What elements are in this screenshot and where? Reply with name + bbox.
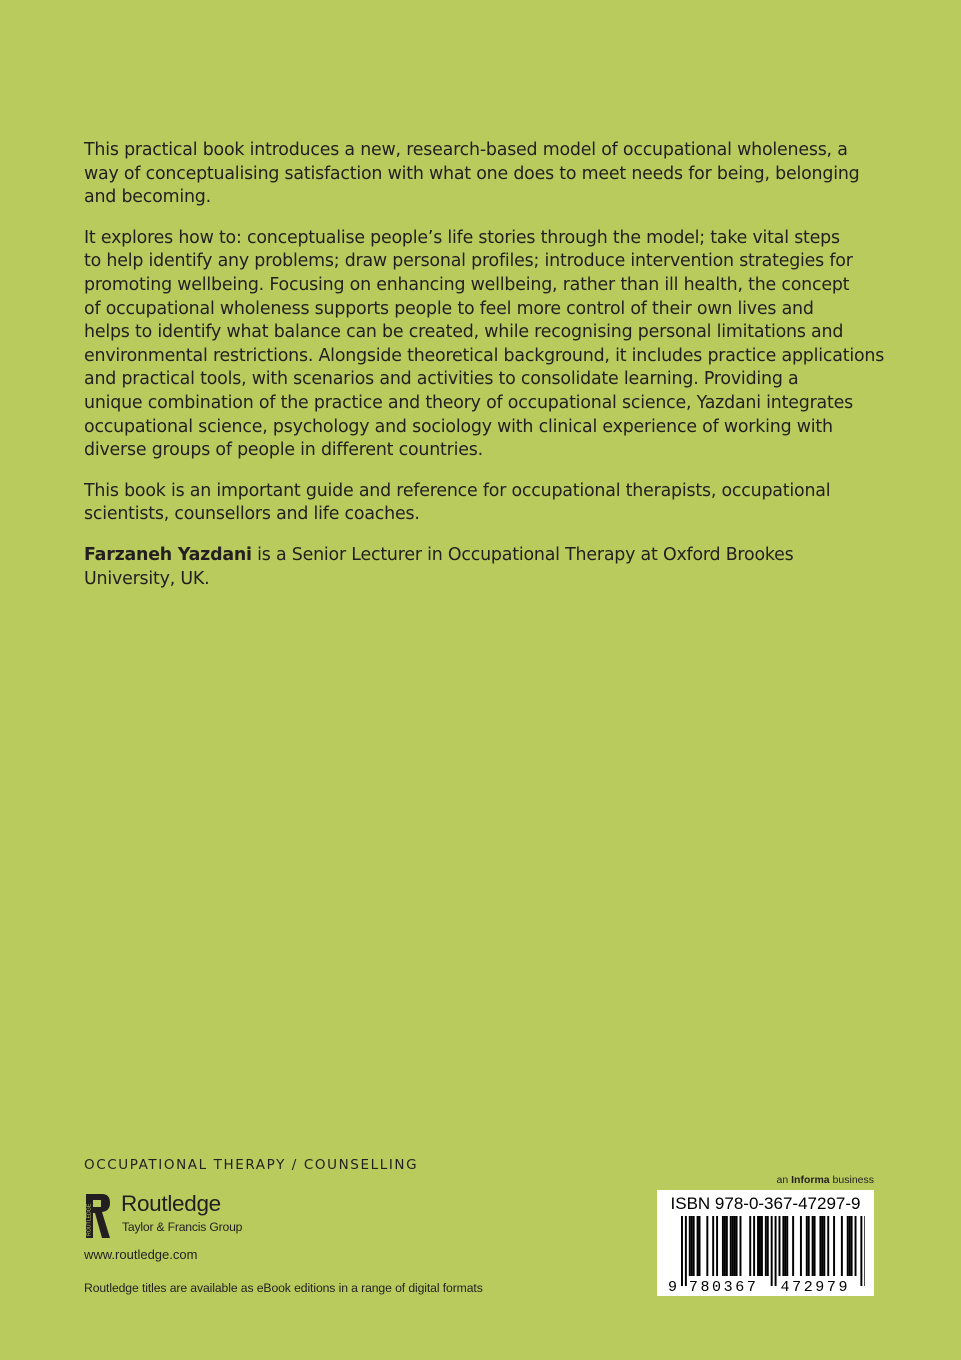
isbn-barcode bbox=[657, 1190, 874, 1296]
blurb-paragraph-3 bbox=[84, 480, 884, 527]
barcode-bar bbox=[732, 1216, 734, 1276]
barcode-bar bbox=[740, 1216, 742, 1276]
publisher-block bbox=[84, 1192, 324, 1242]
blurb-line: way of conceptualising satisfaction with what one does to meet needs for being, belonging bbox=[84, 163, 860, 184]
author-bio-line bbox=[84, 544, 884, 568]
barcode-bar bbox=[736, 1216, 738, 1276]
ebook-availability-note: Routledge titles are available as eBook editions in a range of digital formats bbox=[84, 1281, 483, 1295]
blurb-paragraph-1 bbox=[84, 139, 884, 210]
barcode-bar bbox=[730, 1216, 732, 1276]
barcode-bar bbox=[792, 1216, 794, 1276]
barcode-bar bbox=[726, 1216, 728, 1276]
barcode-bar bbox=[851, 1216, 853, 1276]
blurb-line: scientists, counsellors and life coaches. bbox=[84, 504, 420, 525]
blurb-line: and practical tools, with scenarios and activities to consolidate learning. Providing a bbox=[84, 369, 799, 390]
barcode-bar bbox=[681, 1216, 683, 1286]
blurb-line: occupational science, psychology and sociology with clinical experience of working with bbox=[84, 416, 833, 437]
barcode-right-digits: 472979 bbox=[780, 1279, 851, 1292]
blurb-line: of occupational wholeness supports people to feel more control of their own lives and bbox=[84, 298, 814, 319]
barcode-bar bbox=[808, 1216, 810, 1276]
author-name: Farzaneh Yazdani bbox=[84, 544, 252, 565]
barcode-bar bbox=[819, 1216, 821, 1276]
barcode-bar bbox=[734, 1216, 736, 1276]
barcode-bar bbox=[759, 1216, 761, 1276]
blurb-line: This practical book introduces a new, research-based model of occupational wholeness, a bbox=[84, 140, 848, 160]
author-bio-line: University, UK. bbox=[84, 568, 210, 589]
blurb-line: helps to identify what balance can be created, while recognising personal limitations and bbox=[84, 322, 844, 343]
barcode-bar bbox=[779, 1216, 781, 1276]
barcode-lead-digit: 9 bbox=[668, 1279, 678, 1292]
barcode-bar bbox=[749, 1216, 751, 1276]
barcode-bar bbox=[689, 1216, 691, 1276]
blurb-line: It explores how to: conceptualise people’s life stories through the model; take vital steps bbox=[84, 227, 840, 248]
blurb-line: to help identify any problems; draw personal profiles; introduce intervention strategies for bbox=[84, 251, 853, 272]
barcode-bar bbox=[699, 1216, 701, 1276]
barcode-bar bbox=[765, 1216, 767, 1276]
informa-suffix: business bbox=[829, 1174, 874, 1186]
barcode-bar bbox=[761, 1216, 763, 1276]
barcode-bar bbox=[821, 1216, 823, 1276]
barcode-bar bbox=[757, 1216, 759, 1276]
barcode-left-digits: 780367 bbox=[688, 1279, 759, 1292]
barcode-bar bbox=[864, 1216, 865, 1286]
barcode-bar bbox=[800, 1216, 802, 1276]
barcode-bar bbox=[849, 1216, 851, 1276]
barcode-bar bbox=[753, 1216, 755, 1276]
publisher-name: Routledge bbox=[121, 1191, 221, 1216]
barcode-bar bbox=[860, 1216, 862, 1286]
author-bio bbox=[84, 544, 884, 591]
barcode-bar bbox=[827, 1216, 829, 1276]
barcode-bar bbox=[855, 1216, 857, 1276]
barcode-bar bbox=[806, 1216, 808, 1276]
barcode-bar bbox=[724, 1216, 726, 1276]
blurb-paragraph-2 bbox=[84, 227, 884, 463]
blurb-line: environmental restrictions. Alongside theoretical background, it includes practice applications bbox=[84, 345, 885, 366]
barcode-bar bbox=[712, 1216, 714, 1276]
publisher-url[interactable]: www.routledge.com bbox=[84, 1247, 198, 1262]
blurb-line: unique combination of the practice and theory of occupational science, Yazdani integrates bbox=[84, 392, 853, 413]
barcode-bar bbox=[784, 1216, 786, 1276]
barcode-bar bbox=[767, 1216, 769, 1276]
barcode-bar bbox=[833, 1216, 835, 1276]
barcode-bar bbox=[841, 1216, 843, 1276]
routledge-logo-icon bbox=[84, 1192, 112, 1240]
barcode-bar bbox=[691, 1216, 693, 1276]
blurb-line: promoting wellbeing. Focusing on enhancing wellbeing, rather than ill health, the concept bbox=[84, 274, 850, 295]
barcode-bar bbox=[786, 1216, 788, 1276]
barcode-bar bbox=[847, 1216, 849, 1276]
barcode-bar bbox=[775, 1216, 777, 1286]
publisher-group: Taylor & Francis Group bbox=[122, 1220, 243, 1234]
informa-prefix: an bbox=[776, 1174, 792, 1186]
barcode-bar bbox=[716, 1216, 718, 1276]
barcode-bar bbox=[697, 1216, 699, 1276]
routledge-logo-vertical-text: ROUTLEDGE bbox=[86, 1203, 93, 1236]
blurb-line: and becoming. bbox=[84, 187, 211, 208]
informa-brand: Informa bbox=[791, 1174, 830, 1186]
subject-category: OCCUPATIONAL THERAPY / COUNSELLING bbox=[84, 1157, 419, 1173]
barcode-bar bbox=[706, 1216, 708, 1276]
barcode-bar bbox=[771, 1216, 773, 1286]
barcode-bar bbox=[812, 1216, 814, 1276]
barcode-bar bbox=[782, 1216, 784, 1276]
barcode-bars bbox=[665, 1216, 865, 1292]
isbn-label: ISBN 978-0-367-47297-9 bbox=[670, 1194, 861, 1213]
barcode-bar bbox=[693, 1216, 695, 1276]
blurb-line: This book is an important guide and reference for occupational therapists, occupational bbox=[84, 480, 831, 501]
blurb-line: diverse groups of people in different countries. bbox=[84, 440, 483, 461]
barcode-bar bbox=[814, 1216, 816, 1276]
author-bio-text: is a Senior Lecturer in Occupational Therapy at Oxford Brookes bbox=[251, 544, 794, 565]
barcode-bar bbox=[685, 1216, 687, 1286]
barcode-bar bbox=[722, 1216, 724, 1276]
barcode-bar bbox=[823, 1216, 825, 1276]
back-cover-blurb bbox=[84, 139, 884, 608]
informa-business-tag bbox=[777, 1174, 874, 1186]
